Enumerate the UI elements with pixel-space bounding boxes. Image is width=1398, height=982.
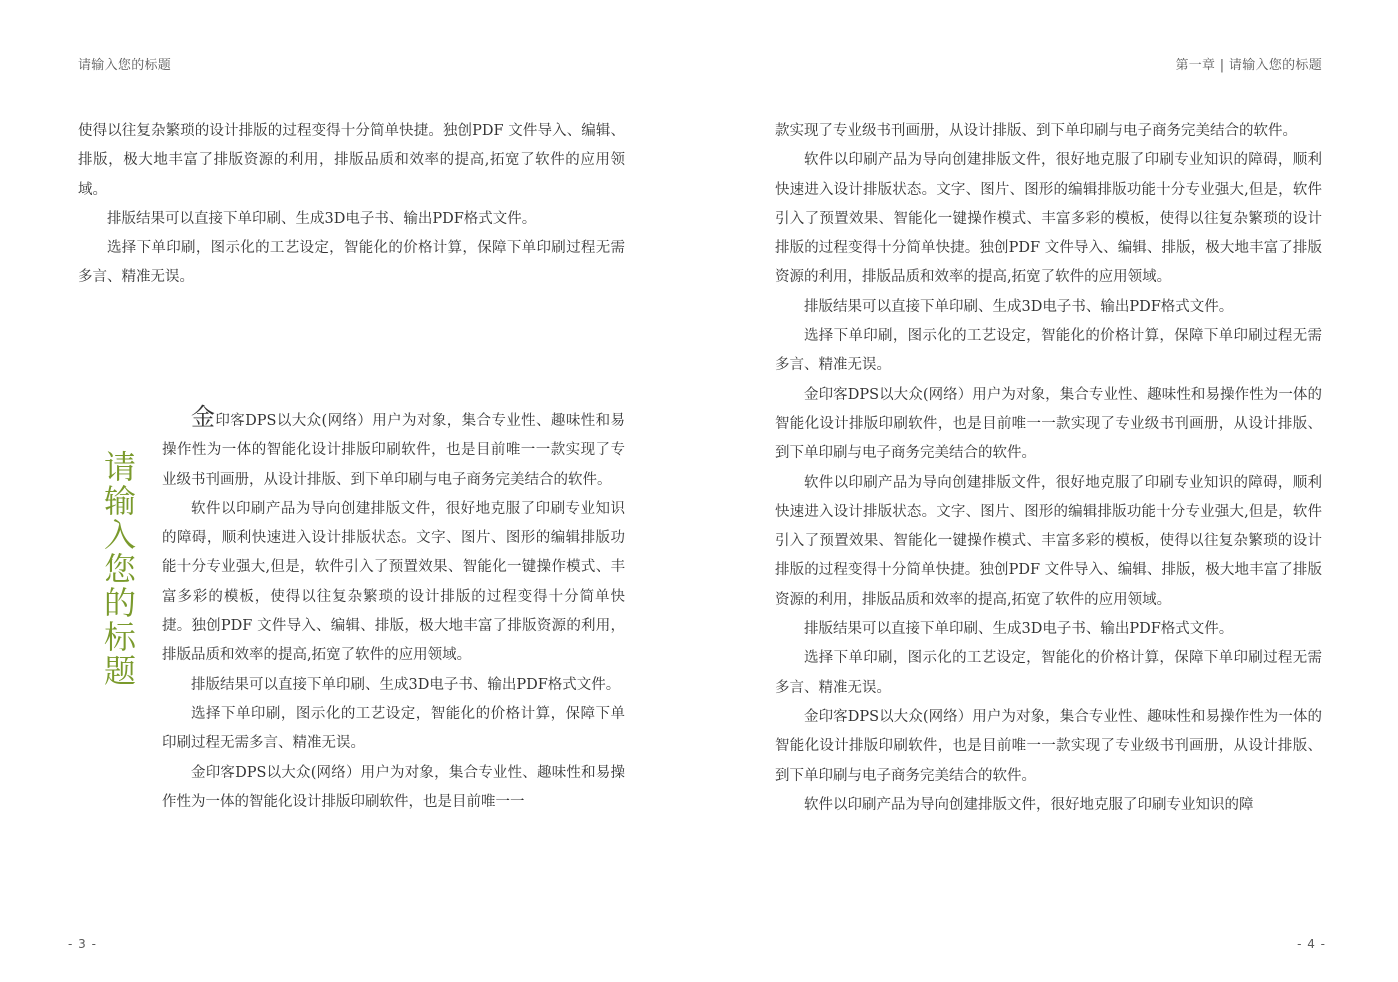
right-page-header: 第一章 | 请输入您的标题 <box>1175 58 1322 73</box>
left-top-text <box>78 117 625 293</box>
paragraph: 排版结果可以直接下单印刷、生成3D电子书、输出PDF格式文件。 <box>191 676 621 693</box>
paragraph: 金印客DPS以大众(网络）用户为对象，集合专业性、趣味性和易操作性为一体的智能化设计排版印刷软件，也是目前唯一一款实现了专业级书刊画册，从设计排版、到下单印刷与电子商务完美结合的软件。 <box>775 708 1322 784</box>
vertical-chapter-title: 请输入您的标题 <box>99 450 137 688</box>
left-column-text <box>162 403 625 817</box>
paragraph: 排版结果可以直接下单印刷、生成3D电子书、输出PDF格式文件。 <box>804 298 1234 315</box>
right-page-number: - 4 - <box>1297 937 1326 951</box>
paragraph-with-dropcap <box>162 403 625 495</box>
paragraph: 软件以印刷产品为导向创建排版文件，很好地克服了印刷专业知识的障碍，顺利快速进入设计排版状态。文字、图片、图形的编辑排版功能十分专业强大,但是，软件引入了预置效果、智能化一键操作模式、丰富多彩的模板，使得以往复杂繁琐的设计排版的过程变得十分简单快捷。独创PDF 文件导入、编辑、排版，极大地丰富了排版资源的利用，排版品质和效率的提高,拓宽了软件的应用领域。 <box>775 474 1322 608</box>
paragraph: 软件以印刷产品为导向创建排版文件，很好地克服了印刷专业知识的障 <box>804 796 1254 813</box>
paragraph: 选择下单印刷，图示化的工艺设定，智能化的价格计算，保障下单印刷过程无需多言、精准无误。 <box>78 240 625 286</box>
paragraph: 排版结果可以直接下单印刷、生成3D电子书、输出PDF格式文件。 <box>107 210 537 227</box>
left-page-header: 请输入您的标题 <box>78 58 172 73</box>
paragraph: 排版结果可以直接下单印刷、生成3D电子书、输出PDF格式文件。 <box>804 621 1234 638</box>
left-page-number: - 3 - <box>68 937 97 951</box>
paragraph: 金印客DPS以大众(网络）用户为对象，集合专业性、趣味性和易操作性为一体的智能化设计排版印刷软件，也是目前唯一一 <box>162 764 625 810</box>
paragraph: 金印客DPS以大众(网络）用户为对象，集合专业性、趣味性和易操作性为一体的智能化设计排版印刷软件，也是目前唯一一款实现了专业级书刊画册，从设计排版、到下单印刷与电子商务完美结合的软件。 <box>775 386 1322 462</box>
paragraph: 选择下单印刷，图示化的工艺设定，智能化的价格计算，保障下单印刷过程无需多言、精准无误。 <box>162 705 625 752</box>
right-column-text <box>775 117 1322 820</box>
paragraph: 软件以印刷产品为导向创建排版文件，很好地克服了印刷专业知识的障碍，顺利快速进入设计排版状态。文字、图片、图形的编辑排版功能十分专业强大,但是，软件引入了预置效果、智能化一键操作模式、丰富多彩的模板，使得以往复杂繁琐的设计排版的过程变得十分简单快捷。独创PDF 文件导入、编辑、排版，极大地丰富了排版资源的利用，排版品质和效率的提高,拓宽了软件的应用领域。 <box>775 152 1322 286</box>
paragraph-continuation: 款实现了专业级书刊画册，从设计排版、到下单印刷与电子商务完美结合的软件。 <box>775 123 1297 139</box>
paragraph: 选择下单印刷，图示化的工艺设定，智能化的价格计算，保障下单印刷过程无需多言、精准无误。 <box>775 328 1322 374</box>
paragraph: 选择下单印刷，图示化的工艺设定，智能化的价格计算，保障下单印刷过程无需多言、精准无误。 <box>775 650 1322 696</box>
drop-cap: 金 <box>191 403 216 431</box>
paragraph: 软件以印刷产品为导向创建排版文件，很好地克服了印刷专业知识的障碍，顺利快速进入设计排版状态。文字、图片、图形的编辑排版功能十分专业强大,但是，软件引入了预置效果、智能化一键操作模式、丰富多彩的模板，使得以往复杂繁琐的设计排版的过程变得十分简单快捷。独创PDF 文件导入、编辑、排版，极大地丰富了排版资源的利用，排版品质和效率的提高,拓宽了软件的应用领域。 <box>162 500 625 664</box>
paragraph: 使得以往复杂繁琐的设计排版的过程变得十分简单快捷。独创PDF 文件导入、编辑、排版，极大地丰富了排版资源的利用，排版品质和效率的提高,拓宽了软件的应用领域。 <box>78 123 625 198</box>
paragraph-rest: 印客DPS以大众(网络）用户为对象，集合专业性、趣味性和易操作性为一体的智能化设计排版印刷软件，也是目前唯一一款实现了专业级书刊画册，从设计排版、到下单印刷与电子商务完美结合的软件。 <box>162 413 625 488</box>
